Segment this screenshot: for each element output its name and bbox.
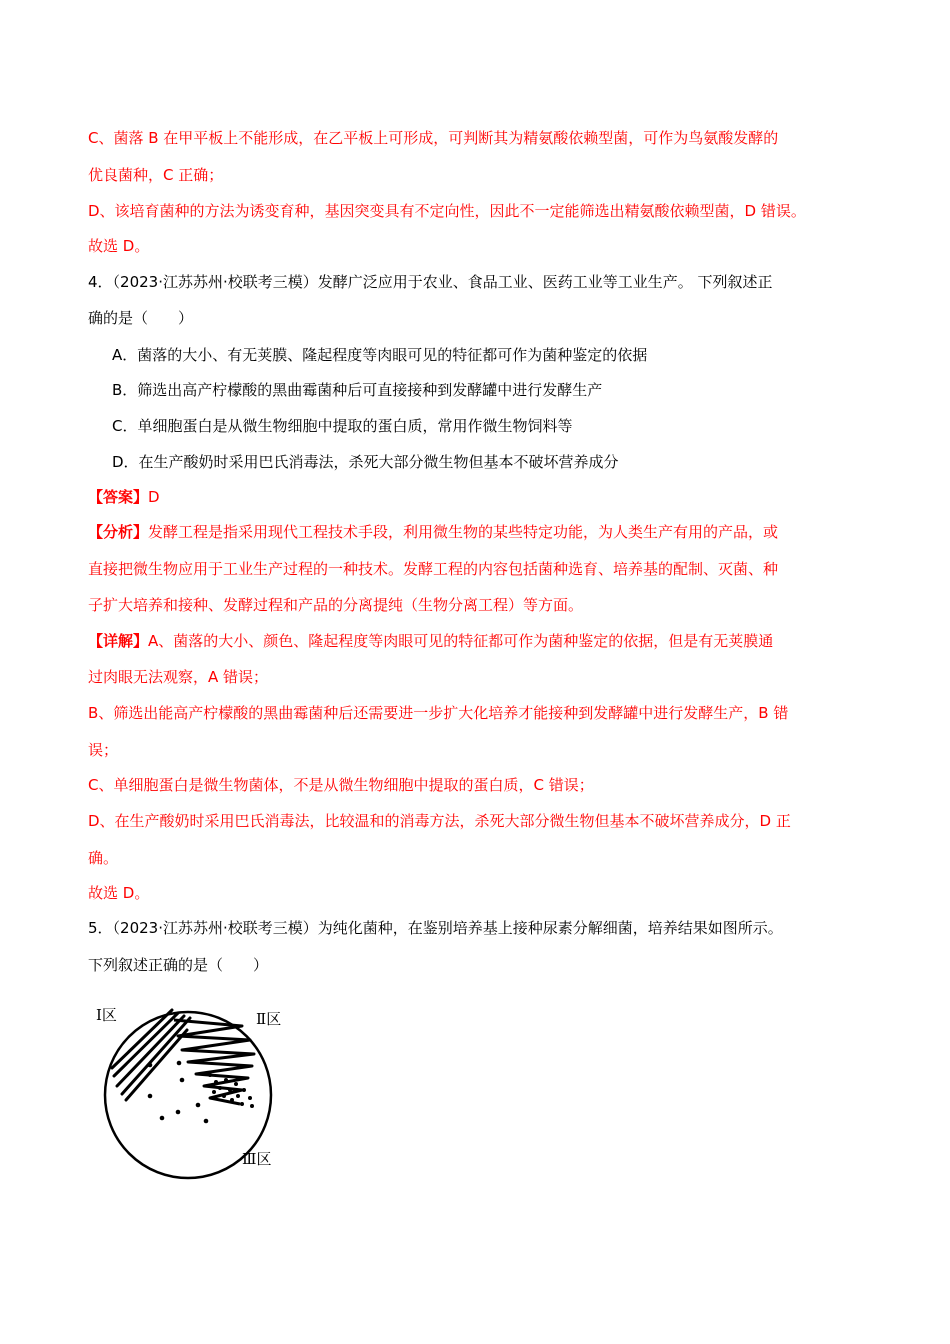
q4-detail-c: C、单细胞蛋白是微生物菌体，不是从微生物细胞中提取的蛋白质，C 错误；: [88, 776, 594, 794]
q4-stem-cont: 确的是（ ）: [88, 309, 194, 327]
q4-detail-b: B、筛选出能高产柠檬酸的黑曲霉菌种后还需要进一步扩大化培养才能接种到发酵罐中进行发酵生产，B 错: [88, 704, 789, 722]
q4-option-c: C．单细胞蛋白是从微生物细胞中提取的蛋白质，常用作微生物饲料等: [112, 417, 573, 435]
q4-answer: [88, 487, 160, 507]
zone-1-label: Ⅰ区: [96, 1006, 117, 1024]
q4-option-a: A．菌落的大小、有无荚膜、隆起程度等肉眼可见的特征都可作为菌种鉴定的依据: [112, 346, 648, 364]
q4-detail-b-cont: 误；: [88, 741, 119, 759]
zone-3-label: Ⅲ区: [242, 1150, 272, 1168]
streak-zone-1: [112, 1010, 190, 1100]
q4-analysis: [88, 522, 778, 542]
analysis-tag: 【分析】: [88, 523, 149, 541]
q5-stem: 5．（2023·江苏苏州·校联考三模）为纯化菌种，在鉴别培养基上接种尿素分解细菌，培养结果如图所示。: [88, 919, 783, 937]
answer-value: D: [148, 488, 160, 506]
q4-detail-d: D、在生产酸奶时采用巴氏消毒法，比较温和的消毒方法，杀死大部分微生物但基本不破坏营养成分，D 正: [88, 812, 791, 830]
prev-option-d-explanation: D、该培育菌种的方法为诱变育种，基因突变具有不定向性，因此不一定能筛选出精氨酸依赖型菌，D 错误。: [88, 202, 806, 220]
zone-2-label: Ⅱ区: [256, 1010, 282, 1028]
answer-tag: 【答案】: [88, 488, 149, 506]
petri-dish-figure: [92, 1000, 292, 1190]
q4-detail-a: [88, 631, 773, 651]
q4-option-d: D．在生产酸奶时采用巴氏消毒法，杀死大部分微生物但基本不破坏营养成分: [112, 453, 619, 471]
q5-stem-cont: 下列叙述正确的是（ ）: [88, 956, 269, 974]
prev-option-c-explanation-cont: 优良菌种，C 正确；: [88, 166, 224, 184]
q4-detail-a-cont: 过肉眼无法观察，A 错误；: [88, 668, 269, 686]
prev-conclusion: 故选 D。: [88, 237, 150, 255]
q4-conclusion: 故选 D。: [88, 884, 150, 902]
q4-analysis-cont-1: 直接把微生物应用于工业生产过程的一种技术。发酵工程的内容包括菌种选育、培养基的配制、灭菌、种: [88, 560, 779, 578]
analysis-text: 发酵工程是指采用现代工程技术手段，利用微生物的某些特定功能，为人类生产有用的产品，或: [148, 523, 779, 541]
detail-a-text: A、菌落的大小、颜色、隆起程度等肉眼可见的特征都可作为菌种鉴定的依据，但是有无荚膜通: [148, 632, 774, 650]
q4-detail-d-cont: 确。: [88, 849, 119, 867]
detail-tag: 【详解】: [88, 632, 149, 650]
q4-option-b: B．筛选出高产柠檬酸的黑曲霉菌种后可直接接种到发酵罐中进行发酵生产: [112, 381, 603, 399]
prev-option-c-explanation: C、菌落 B 在甲平板上不能形成，在乙平板上可形成，可判断其为精氨酸依赖型菌，可作为鸟氨酸发酵的: [88, 129, 779, 147]
q4-analysis-cont-2: 子扩大培养和接种、发酵过程和产品的分离提纯（生物分离工程）等方面。: [88, 596, 584, 614]
q4-stem: 4．（2023·江苏苏州·校联考三模）发酵广泛应用于农业、食品工业、医药工业等工业生产。 下列叙述正: [88, 273, 773, 291]
